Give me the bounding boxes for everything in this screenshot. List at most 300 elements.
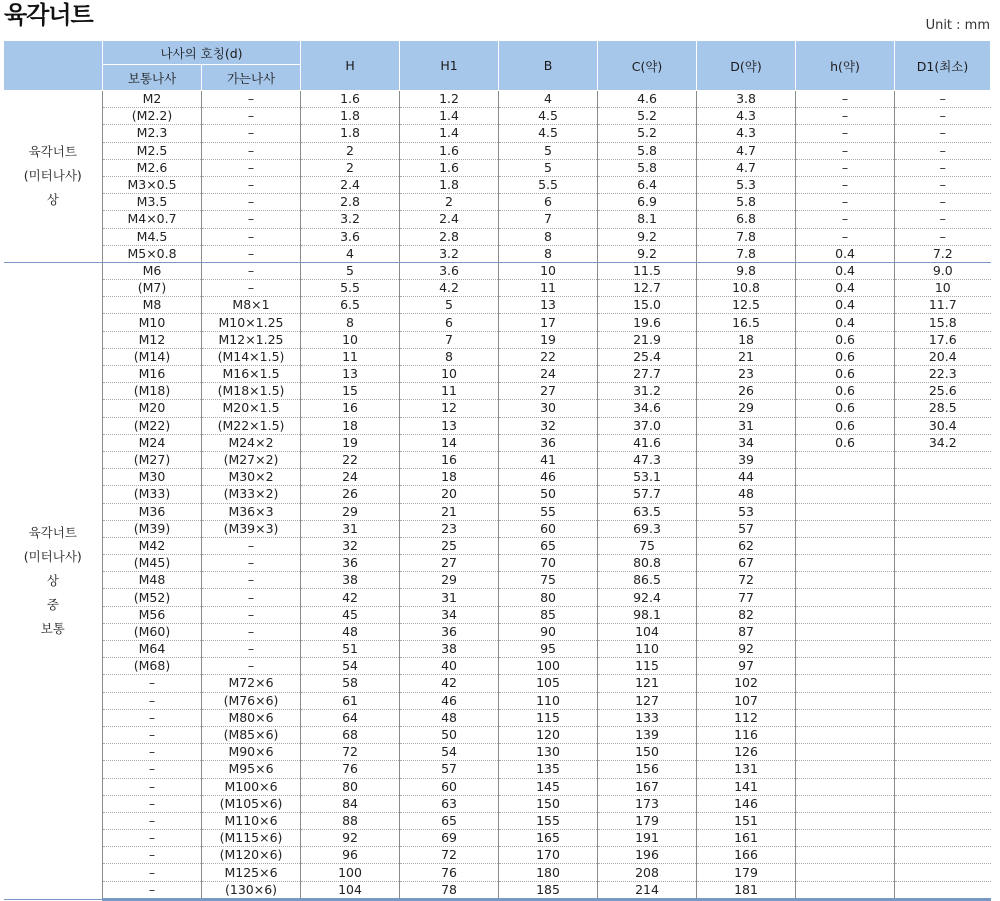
- h1-cell: 23: [400, 520, 499, 537]
- d-cell: 6.8: [697, 211, 796, 228]
- d-cell: 112: [697, 709, 796, 726]
- d-cell: 16.5: [697, 314, 796, 331]
- table-row: [4, 331, 991, 348]
- h-cell: 16: [301, 400, 400, 417]
- h1-cell: 50: [400, 726, 499, 743]
- fine-cell: M24×2: [202, 434, 301, 451]
- h-small-cell: 0.6: [796, 417, 895, 434]
- h-small-cell: –: [796, 211, 895, 228]
- coarse-cell: M56: [103, 606, 202, 623]
- c-cell: 5.2: [598, 125, 697, 142]
- fine-cell: (130×6): [202, 881, 301, 899]
- coarse-cell: M6: [103, 262, 202, 279]
- d-cell: 21: [697, 348, 796, 365]
- h1-cell: 78: [400, 881, 499, 899]
- c-cell: 133: [598, 709, 697, 726]
- d-cell: 57: [697, 520, 796, 537]
- b-cell: 8: [499, 245, 598, 262]
- fine-cell: (M27×2): [202, 451, 301, 468]
- h-small-cell: 0.6: [796, 400, 895, 417]
- d-cell: 62: [697, 537, 796, 554]
- c-cell: 196: [598, 847, 697, 864]
- d-cell: 48: [697, 486, 796, 503]
- h1-cell: 13: [400, 417, 499, 434]
- d1-cell: [895, 503, 991, 520]
- d-cell: 107: [697, 692, 796, 709]
- h1-cell: 1.4: [400, 108, 499, 125]
- header-h1: H1: [400, 41, 499, 91]
- fine-cell: (M115×6): [202, 830, 301, 847]
- d-cell: 44: [697, 469, 796, 486]
- fine-cell: (M120×6): [202, 847, 301, 864]
- c-cell: 173: [598, 795, 697, 812]
- table-row: [4, 486, 991, 503]
- header-b: B: [499, 41, 598, 91]
- d1-cell: [895, 778, 991, 795]
- fine-cell: –: [202, 555, 301, 572]
- h-small-cell: [796, 864, 895, 881]
- h-small-cell: [796, 641, 895, 658]
- d-cell: 39: [697, 451, 796, 468]
- table-row: [4, 434, 991, 451]
- d1-cell: [895, 572, 991, 589]
- c-cell: 98.1: [598, 606, 697, 623]
- c-cell: 53.1: [598, 469, 697, 486]
- fine-cell: (M18×1.5): [202, 383, 301, 400]
- table-row: [4, 228, 991, 245]
- fine-cell: –: [202, 658, 301, 675]
- group-label: [4, 262, 103, 899]
- h-cell: 5: [301, 262, 400, 279]
- fine-cell: –: [202, 641, 301, 658]
- group-label-line: 육각너트: [28, 144, 77, 160]
- header-blank: [4, 41, 103, 91]
- h1-cell: 6: [400, 314, 499, 331]
- h-cell: 2: [301, 142, 400, 159]
- table-row: [4, 761, 991, 778]
- d-cell: 146: [697, 795, 796, 812]
- h1-cell: 65: [400, 812, 499, 829]
- b-cell: 10: [499, 262, 598, 279]
- c-cell: 57.7: [598, 486, 697, 503]
- header-thread: 나사의 호칭(d): [103, 41, 301, 65]
- h1-cell: 34: [400, 606, 499, 623]
- c-cell: 15.0: [598, 297, 697, 314]
- h-small-cell: –: [796, 194, 895, 211]
- fine-cell: –: [202, 142, 301, 159]
- d1-cell: [895, 744, 991, 761]
- coarse-cell: M64: [103, 641, 202, 658]
- h1-cell: 2.8: [400, 228, 499, 245]
- header-h-small: h(약): [796, 41, 895, 91]
- h-small-cell: [796, 589, 895, 606]
- d-cell: 77: [697, 589, 796, 606]
- d-cell: 97: [697, 658, 796, 675]
- d-cell: 10.8: [697, 280, 796, 297]
- d1-cell: [895, 537, 991, 554]
- coarse-cell: M5×0.8: [103, 245, 202, 262]
- coarse-cell: M10: [103, 314, 202, 331]
- d-cell: 161: [697, 830, 796, 847]
- fine-cell: (M39×3): [202, 520, 301, 537]
- fine-cell: M16×1.5: [202, 366, 301, 383]
- coarse-cell: (M18): [103, 383, 202, 400]
- coarse-cell: (M14): [103, 348, 202, 365]
- d1-cell: 34.2: [895, 434, 991, 451]
- table-row: [4, 555, 991, 572]
- b-cell: 70: [499, 555, 598, 572]
- h-cell: 3.2: [301, 211, 400, 228]
- h1-cell: 2.4: [400, 211, 499, 228]
- table-row: [4, 142, 991, 159]
- fine-cell: M20×1.5: [202, 400, 301, 417]
- h-cell: 24: [301, 469, 400, 486]
- h-cell: 88: [301, 812, 400, 829]
- table-row: [4, 589, 991, 606]
- d-cell: 102: [697, 675, 796, 692]
- d1-cell: 30.4: [895, 417, 991, 434]
- d1-cell: [895, 812, 991, 829]
- h1-cell: 4.2: [400, 280, 499, 297]
- h-cell: 22: [301, 451, 400, 468]
- fine-cell: –: [202, 194, 301, 211]
- d-cell: 151: [697, 812, 796, 829]
- table-row: [4, 280, 991, 297]
- c-cell: 214: [598, 881, 697, 899]
- h1-cell: 48: [400, 709, 499, 726]
- b-cell: 36: [499, 434, 598, 451]
- d1-cell: [895, 623, 991, 640]
- fine-cell: M80×6: [202, 709, 301, 726]
- h-small-cell: 0.4: [796, 245, 895, 262]
- d1-cell: [895, 881, 991, 899]
- table-row: [4, 211, 991, 228]
- coarse-cell: –: [103, 830, 202, 847]
- c-cell: 11.5: [598, 262, 697, 279]
- d1-cell: –: [895, 159, 991, 176]
- coarse-cell: M2.6: [103, 159, 202, 176]
- table-row: [4, 451, 991, 468]
- d1-cell: 25.6: [895, 383, 991, 400]
- table-row: [4, 194, 991, 211]
- fine-cell: (M22×1.5): [202, 417, 301, 434]
- b-cell: 17: [499, 314, 598, 331]
- h-cell: 3.6: [301, 228, 400, 245]
- fine-cell: –: [202, 125, 301, 142]
- coarse-cell: M24: [103, 434, 202, 451]
- fine-cell: –: [202, 211, 301, 228]
- h-small-cell: –: [796, 108, 895, 125]
- b-cell: 19: [499, 331, 598, 348]
- coarse-cell: –: [103, 795, 202, 812]
- table-row: [4, 400, 991, 417]
- h-cell: 92: [301, 830, 400, 847]
- h-small-cell: [796, 520, 895, 537]
- h1-cell: 21: [400, 503, 499, 520]
- d-cell: 26: [697, 383, 796, 400]
- table-row: [4, 830, 991, 847]
- d1-cell: –: [895, 176, 991, 193]
- c-cell: 179: [598, 812, 697, 829]
- h1-cell: 2: [400, 194, 499, 211]
- c-cell: 156: [598, 761, 697, 778]
- h-small-cell: [796, 881, 895, 899]
- h-small-cell: [796, 692, 895, 709]
- h-cell: 2: [301, 159, 400, 176]
- coarse-cell: M30: [103, 469, 202, 486]
- table-row: [4, 744, 991, 761]
- h-cell: 10: [301, 331, 400, 348]
- table-row: [4, 262, 991, 279]
- c-cell: 12.7: [598, 280, 697, 297]
- h-small-cell: 0.6: [796, 366, 895, 383]
- d1-cell: –: [895, 108, 991, 125]
- h-small-cell: 0.6: [796, 434, 895, 451]
- h-cell: 48: [301, 623, 400, 640]
- table-row: [4, 795, 991, 812]
- c-cell: 31.2: [598, 383, 697, 400]
- b-cell: 100: [499, 658, 598, 675]
- c-cell: 191: [598, 830, 697, 847]
- coarse-cell: –: [103, 675, 202, 692]
- c-cell: 19.6: [598, 314, 697, 331]
- coarse-cell: M3.5: [103, 194, 202, 211]
- h-small-cell: [796, 726, 895, 743]
- h1-cell: 20: [400, 486, 499, 503]
- h1-cell: 11: [400, 383, 499, 400]
- fine-cell: –: [202, 572, 301, 589]
- d-cell: 67: [697, 555, 796, 572]
- b-cell: 4.5: [499, 108, 598, 125]
- coarse-cell: M8: [103, 297, 202, 314]
- h1-cell: 1.6: [400, 142, 499, 159]
- h-cell: 45: [301, 606, 400, 623]
- c-cell: 34.6: [598, 400, 697, 417]
- coarse-cell: (M60): [103, 623, 202, 640]
- d1-cell: –: [895, 125, 991, 142]
- d-cell: 5.8: [697, 194, 796, 211]
- h-cell: 29: [301, 503, 400, 520]
- coarse-cell: –: [103, 692, 202, 709]
- h-small-cell: 0.6: [796, 331, 895, 348]
- table-row: [4, 623, 991, 640]
- h1-cell: 42: [400, 675, 499, 692]
- coarse-cell: (M22): [103, 417, 202, 434]
- d-cell: 7.8: [697, 228, 796, 245]
- coarse-cell: –: [103, 761, 202, 778]
- table-row: [4, 348, 991, 365]
- c-cell: 9.2: [598, 228, 697, 245]
- h1-cell: 63: [400, 795, 499, 812]
- b-cell: 7: [499, 211, 598, 228]
- c-cell: 150: [598, 744, 697, 761]
- table-row: [4, 675, 991, 692]
- b-cell: 8: [499, 228, 598, 245]
- d-cell: 4.3: [697, 108, 796, 125]
- c-cell: 167: [598, 778, 697, 795]
- table-row: [4, 692, 991, 709]
- h-cell: 15: [301, 383, 400, 400]
- d-cell: 7.8: [697, 245, 796, 262]
- b-cell: 65: [499, 537, 598, 554]
- b-cell: 170: [499, 847, 598, 864]
- h-small-cell: [796, 847, 895, 864]
- c-cell: 47.3: [598, 451, 697, 468]
- fine-cell: –: [202, 245, 301, 262]
- fine-cell: M36×3: [202, 503, 301, 520]
- h-small-cell: [796, 623, 895, 640]
- fine-cell: M100×6: [202, 778, 301, 795]
- c-cell: 25.4: [598, 348, 697, 365]
- d-cell: 5.3: [697, 176, 796, 193]
- h-small-cell: 0.4: [796, 314, 895, 331]
- d1-cell: [895, 726, 991, 743]
- h-small-cell: [796, 795, 895, 812]
- group-label-line: (미터나사): [23, 168, 82, 184]
- h1-cell: 1.4: [400, 125, 499, 142]
- c-cell: 5.2: [598, 108, 697, 125]
- fine-cell: (M105×6): [202, 795, 301, 812]
- fine-cell: –: [202, 176, 301, 193]
- c-cell: 8.1: [598, 211, 697, 228]
- b-cell: 27: [499, 383, 598, 400]
- h-cell: 18: [301, 417, 400, 434]
- h-small-cell: [796, 469, 895, 486]
- h-small-cell: [796, 537, 895, 554]
- group-label-line: 상: [46, 192, 59, 208]
- h-small-cell: [796, 503, 895, 520]
- h-cell: 38: [301, 572, 400, 589]
- h1-cell: 25: [400, 537, 499, 554]
- fine-cell: –: [202, 280, 301, 297]
- b-cell: 5.5: [499, 176, 598, 193]
- coarse-cell: M2.5: [103, 142, 202, 159]
- coarse-cell: –: [103, 778, 202, 795]
- h1-cell: 12: [400, 400, 499, 417]
- fine-cell: –: [202, 606, 301, 623]
- c-cell: 208: [598, 864, 697, 881]
- b-cell: 22: [499, 348, 598, 365]
- coarse-cell: M42: [103, 537, 202, 554]
- b-cell: 80: [499, 589, 598, 606]
- h-small-cell: [796, 572, 895, 589]
- h1-cell: 14: [400, 434, 499, 451]
- group-label-line: 상: [46, 572, 59, 588]
- d1-cell: [895, 709, 991, 726]
- d-cell: 181: [697, 881, 796, 899]
- d-cell: 141: [697, 778, 796, 795]
- page-title: 육각너트: [4, 1, 93, 29]
- group-label-line: 보통: [40, 620, 65, 636]
- b-cell: 13: [499, 297, 598, 314]
- c-cell: 63.5: [598, 503, 697, 520]
- table-row: [4, 245, 991, 262]
- h-small-cell: [796, 830, 895, 847]
- table-row: [4, 314, 991, 331]
- fine-cell: –: [202, 228, 301, 245]
- coarse-cell: –: [103, 744, 202, 761]
- table-row: [4, 297, 991, 314]
- d-cell: 72: [697, 572, 796, 589]
- h-cell: 6.5: [301, 297, 400, 314]
- c-cell: 5.8: [598, 142, 697, 159]
- b-cell: 41: [499, 451, 598, 468]
- h-small-cell: [796, 761, 895, 778]
- table-row: [4, 176, 991, 193]
- table-row: [4, 572, 991, 589]
- d1-cell: 10: [895, 280, 991, 297]
- b-cell: 150: [499, 795, 598, 812]
- fine-cell: M30×2: [202, 469, 301, 486]
- d1-cell: [895, 864, 991, 881]
- b-cell: 5: [499, 142, 598, 159]
- fine-cell: –: [202, 589, 301, 606]
- h1-cell: 16: [400, 451, 499, 468]
- fine-cell: (M85×6): [202, 726, 301, 743]
- coarse-cell: –: [103, 881, 202, 899]
- h1-cell: 3.2: [400, 245, 499, 262]
- fine-cell: M125×6: [202, 864, 301, 881]
- h-cell: 4: [301, 245, 400, 262]
- h-cell: 76: [301, 761, 400, 778]
- b-cell: 180: [499, 864, 598, 881]
- fine-cell: –: [202, 623, 301, 640]
- coarse-cell: M2.3: [103, 125, 202, 142]
- d-cell: 179: [697, 864, 796, 881]
- c-cell: 37.0: [598, 417, 697, 434]
- h-small-cell: [796, 606, 895, 623]
- h1-cell: 36: [400, 623, 499, 640]
- d1-cell: 11.7: [895, 297, 991, 314]
- h-cell: 80: [301, 778, 400, 795]
- table-body: [4, 91, 991, 900]
- h1-cell: 57: [400, 761, 499, 778]
- h-small-cell: [796, 812, 895, 829]
- hex-nut-table: [3, 40, 991, 901]
- coarse-cell: M3×0.5: [103, 176, 202, 193]
- table-row: [4, 503, 991, 520]
- d1-cell: –: [895, 228, 991, 245]
- table-row: [4, 847, 991, 864]
- b-cell: 50: [499, 486, 598, 503]
- h1-cell: 38: [400, 641, 499, 658]
- c-cell: 9.2: [598, 245, 697, 262]
- header-fine: 가는나사: [202, 65, 301, 91]
- h1-cell: 18: [400, 469, 499, 486]
- d-cell: 4.7: [697, 159, 796, 176]
- h-cell: 32: [301, 537, 400, 554]
- d-cell: 82: [697, 606, 796, 623]
- d-cell: 87: [697, 623, 796, 640]
- c-cell: 27.7: [598, 366, 697, 383]
- unit-label: Unit : mm: [925, 18, 990, 33]
- coarse-cell: (M45): [103, 555, 202, 572]
- d-cell: 34: [697, 434, 796, 451]
- b-cell: 130: [499, 744, 598, 761]
- d-cell: 23: [697, 366, 796, 383]
- d1-cell: –: [895, 211, 991, 228]
- b-cell: 60: [499, 520, 598, 537]
- h-small-cell: [796, 658, 895, 675]
- h-cell: 64: [301, 709, 400, 726]
- coarse-cell: M4.5: [103, 228, 202, 245]
- fine-cell: M10×1.25: [202, 314, 301, 331]
- h1-cell: 69: [400, 830, 499, 847]
- h-cell: 36: [301, 555, 400, 572]
- h-small-cell: [796, 709, 895, 726]
- h-cell: 31: [301, 520, 400, 537]
- fine-cell: M12×1.25: [202, 331, 301, 348]
